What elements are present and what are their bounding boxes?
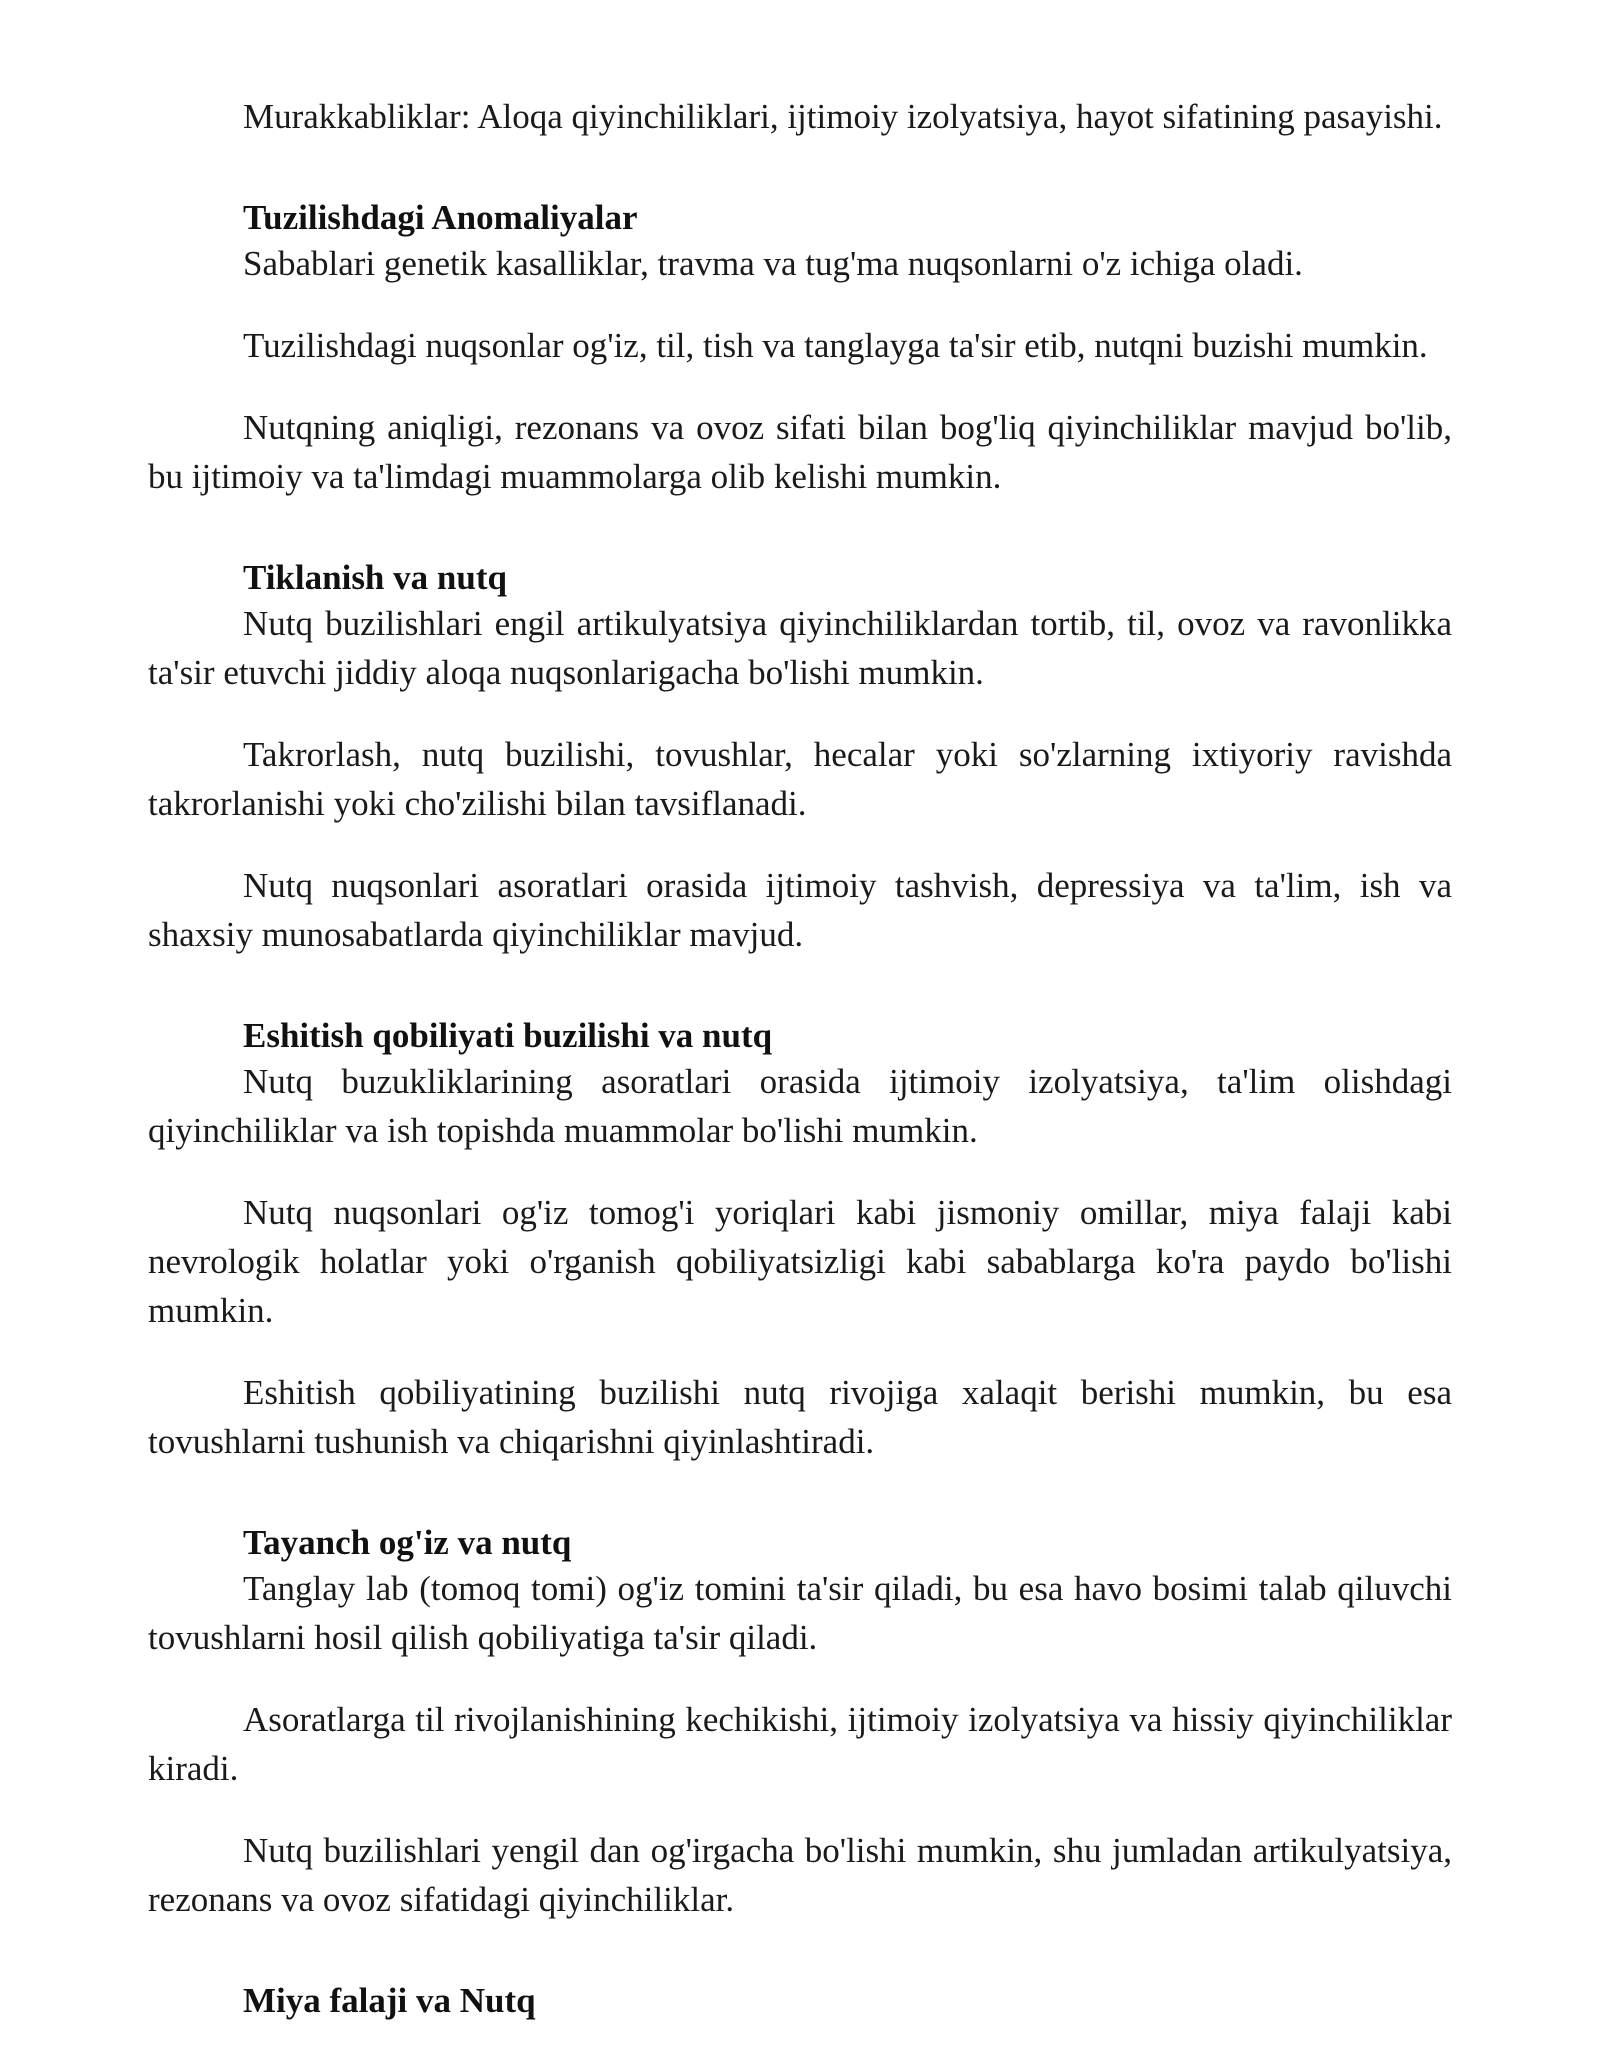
paragraph: Sabablari genetik kasalliklar, travma va tug'ma nuqsonlarni o'z ichiga oladi. [243,244,1303,283]
section-heading: Eshitish qobiliyati buzilishi va nutq [243,1016,773,1055]
paragraph: Tuzilishdagi nuqsonlar og'iz, til, tish va tanglayga ta'sir etib, nutqni buzishi mumkin. [243,326,1428,365]
paragraph: Tanglay lab (tomoq tomi) og'iz tomini ta'sir qiladi, bu esa havo bosimi talab qiluvchi tovushlarni hosil qilish qobiliyatiga ta'sir qiladi. [148,1569,1452,1657]
section-heading: Tiklanish va nutq [243,558,507,597]
paragraph: Nutq buzukliklarining asoratlari orasida ijtimoiy izolyatsiya, ta'lim olishdagi qiyinchiliklar va ish topishda muammolar bo'lishi mumkin. [148,1062,1452,1150]
paragraph: Nutq nuqsonlari asoratlari orasida ijtimoiy tashvish, depressiya va ta'lim, ish va shaxsiy munosabatlarda qiyinchiliklar mavjud. [148,866,1452,954]
section-heading: Tuzilishdagi Anomaliyalar [243,198,638,237]
paragraph: Asoratlarga til rivojlanishining kechikishi, ijtimoiy izolyatsiya va hissiy qiyinchiliklar kiradi. [148,1700,1452,1788]
section-heading: Miya falaji va Nutq [243,1981,536,2020]
paragraph: Nutqning aniqligi, rezonans va ovoz sifati bilan bog'liq qiyinchiliklar mavjud bo'lib, bu ijtimoiy va ta'limdagi muammolarga olib kelishi mumkin. [148,408,1452,496]
paragraph: Nutq buzilishlari yengil dan og'irgacha bo'lishi mumkin, shu jumladan artikulyatsiya, rezonans va ovoz sifatidagi qiyinchiliklar. [148,1831,1452,1919]
paragraph: Takrorlash, nutq buzilishi, tovushlar, hecalar yoki so'zlarning ixtiyoriy ravishda takrorlanishi yoki cho'zilishi bilan tavsiflanadi. [148,735,1452,823]
paragraph: Nutq buzilishlari engil artikulyatsiya qiyinchiliklardan tortib, til, ovoz va ravonlikka ta'sir etuvchi jiddiy aloqa nuqsonlarigacha bo'lishi mumkin. [148,604,1452,692]
intro-paragraph: Murakkabliklar: Aloqa qiyinchiliklari, ijtimoiy izolyatsiya, hayot sifatining pasayishi. [243,97,1443,136]
section-heading: Tayanch og'iz va nutq [243,1523,572,1562]
paragraph: Eshitish qobiliyatining buzilishi nutq rivojiga xalaqit berishi mumkin, bu esa tovushlarni tushunish va chiqarishni qiyinlashtiradi. [148,1373,1452,1461]
document-body [148,92,1452,2022]
paragraph: Nutq nuqsonlari og'iz tomog'i yoriqlari kabi jismoniy omillar, miya falaji kabi nevrologik holatlar yoki o'rganish qobiliyatsizligi kabi sabablarga ko'ra paydo bo'lishi mumkin. [148,1193,1452,1330]
